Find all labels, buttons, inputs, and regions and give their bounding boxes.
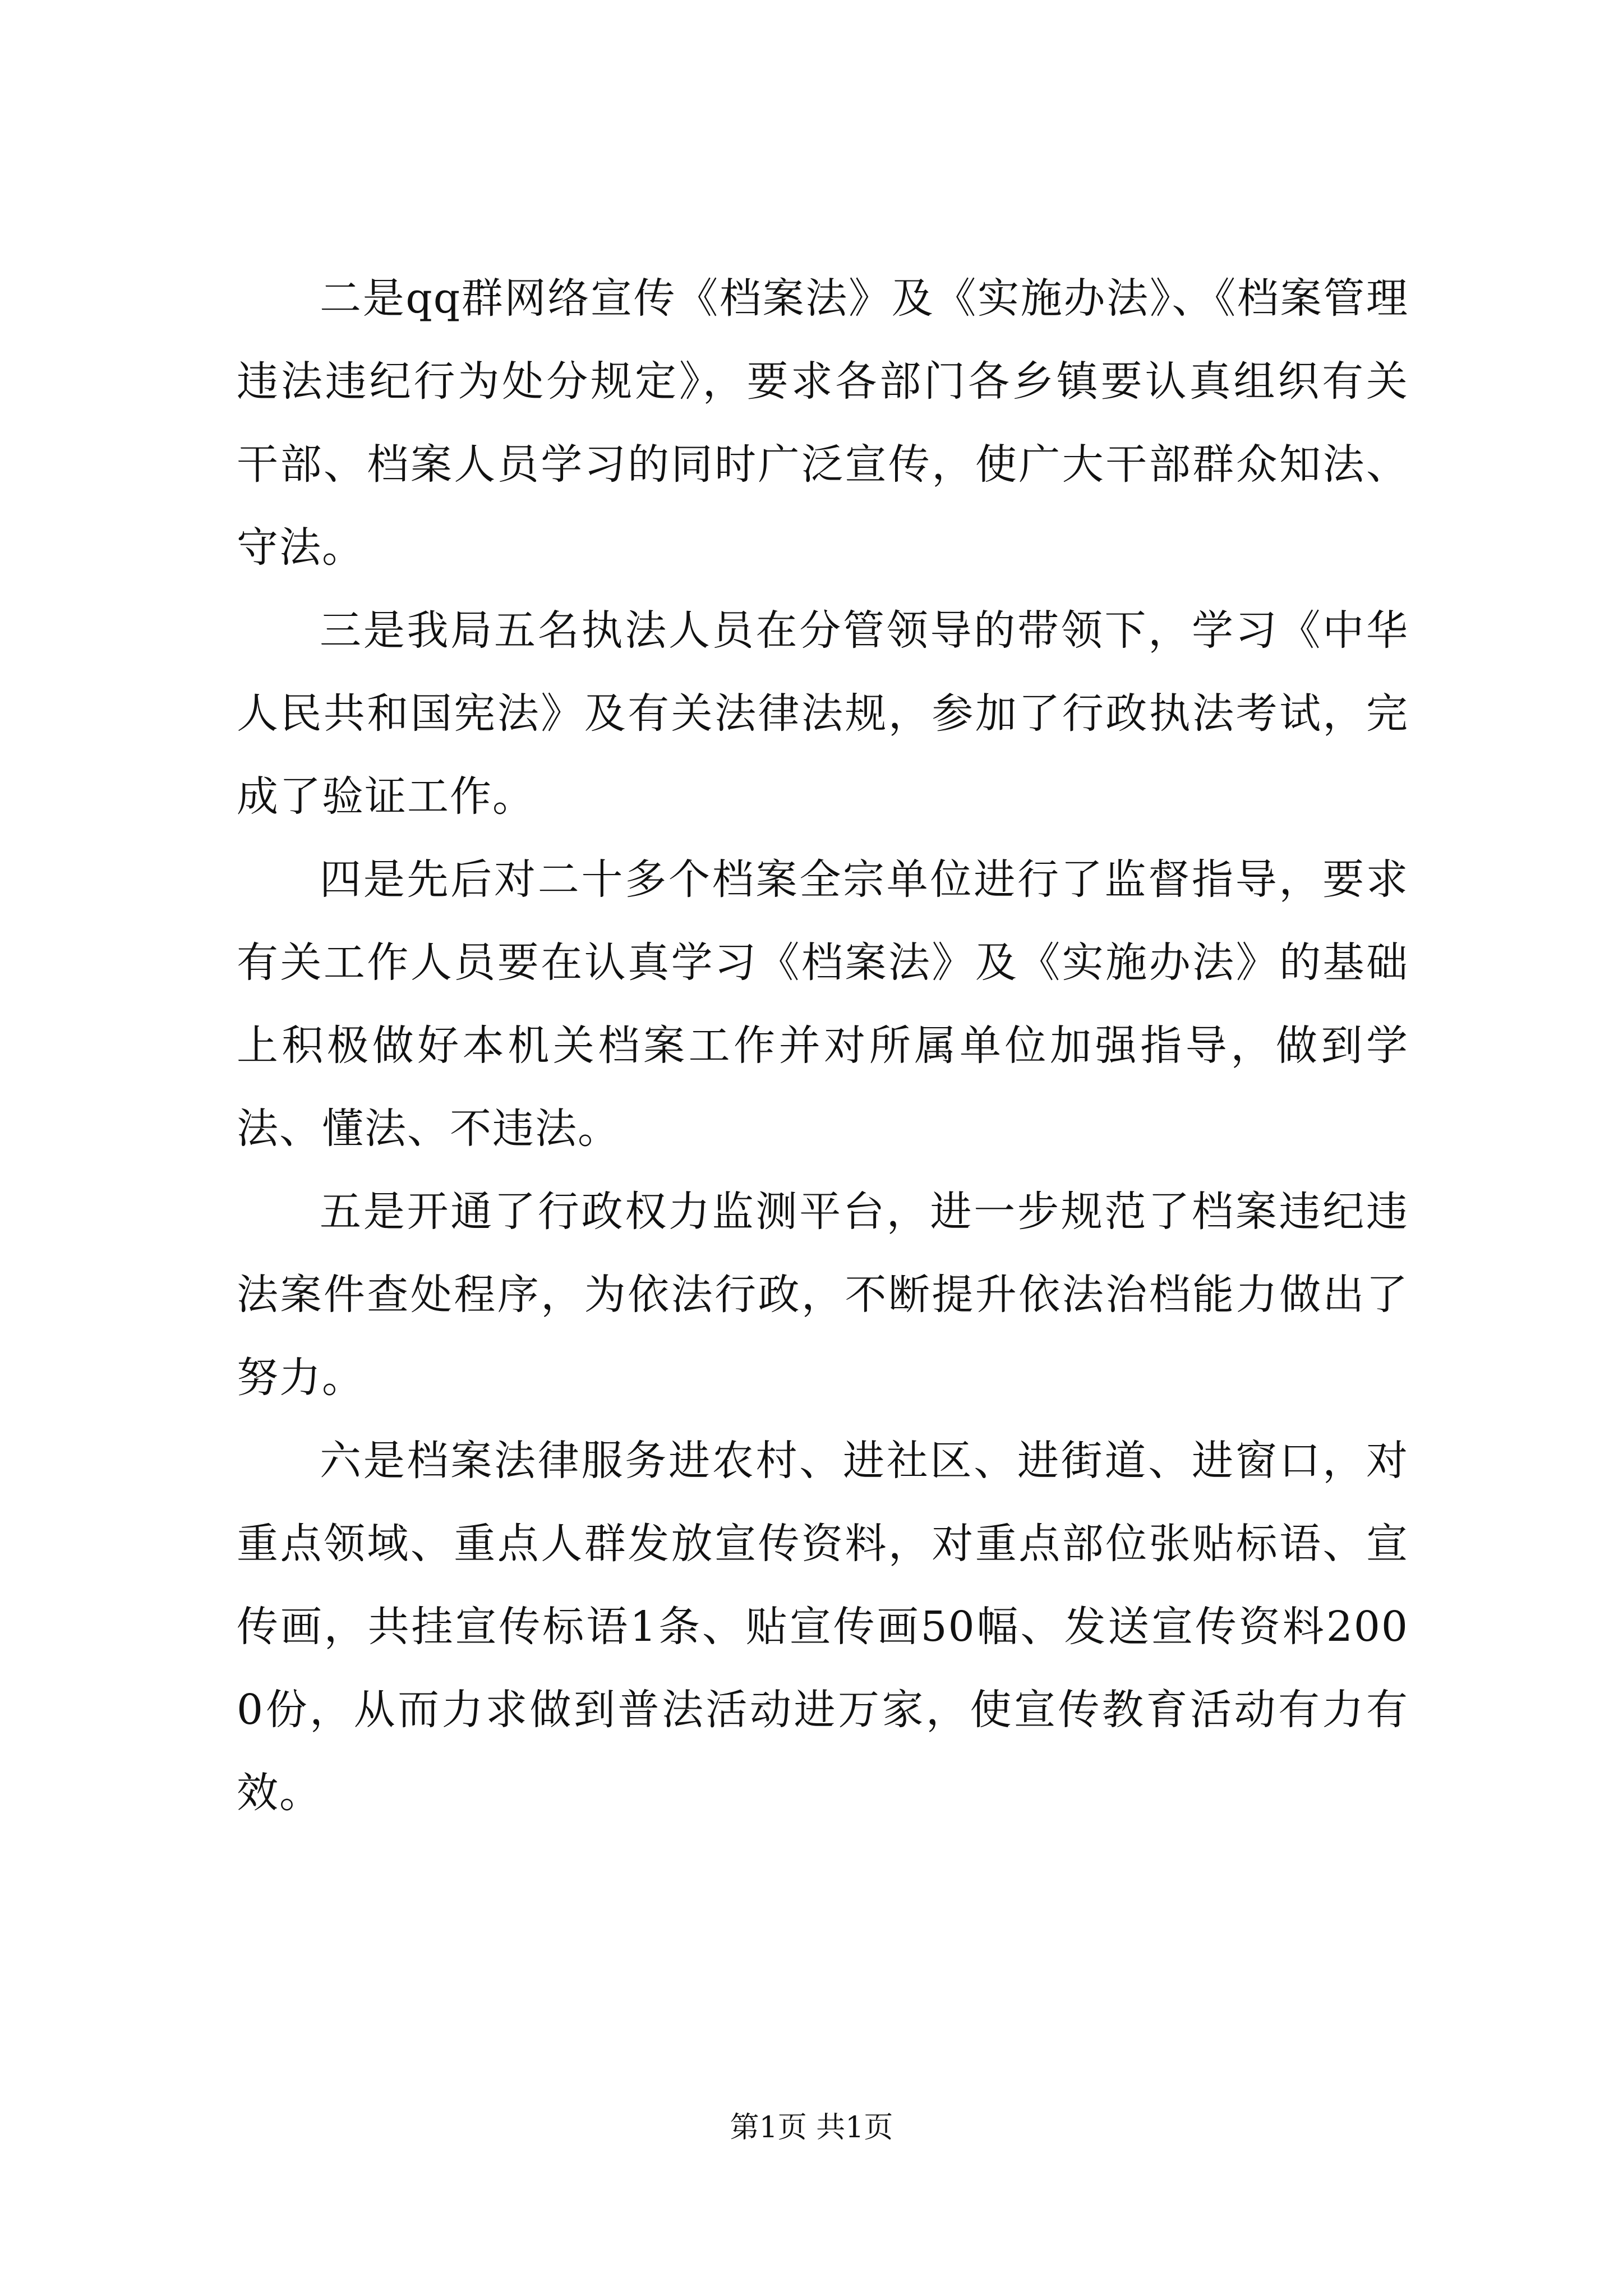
paragraph-4: 四是先后对二十多个档案全宗单位进行了监督指导，要求有关工作人员要在认真学习《档案法》及《实施办法》的基础上积极做好本机关档案工作并对所属单位加强指导，做到学法、懂法、不违法。 [237, 855, 1409, 1153]
page-footer: 第1页 共1页 [730, 2111, 893, 2145]
paragraph-3: 三是我局五名执法人员在分管领导的带领下，学习《中华人民共和国宪法》及有关法律法规，参加了行政执法考试，完成了验证工作。 [237, 606, 1409, 821]
document-body [237, 257, 1409, 1834]
paragraph-2: 二是qq群网络宣传《档案法》及《实施办法》、《档案管理违法违纪行为处分规定》，要求各部门各乡镇要认真组织有关干部、档案人员学习的同时广泛宣传，使广大干部群众知法、守法。 [237, 274, 1409, 572]
paragraph-5: 五是开通了行政权力监测平台，进一步规范了档案违纪违法案件查处程序，为依法行政，不断提升依法治档能力做出了努力。 [237, 1188, 1409, 1402]
paragraph-6: 六是档案法律服务进农村、进社区、进街道、进窗口，对重点领域、重点人群发放宣传资料，对重点部位张贴标语、宣传画，共挂宣传标语1条、贴宣传画50幅、发送宣传资料2000份，从而力求做到普法活动进万家，使宣传教育活动有力有效。 [237, 1437, 1409, 1817]
